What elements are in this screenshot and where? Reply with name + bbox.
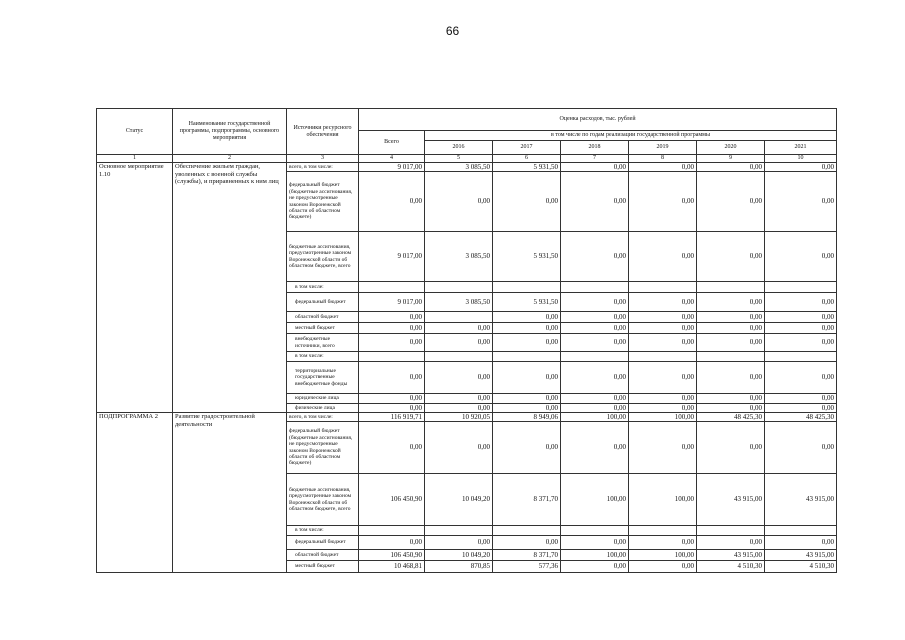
value-year: 0,00	[629, 323, 697, 334]
value-year: 0,00	[629, 362, 697, 394]
funding-source: бюджетные ассигнования, предусмотренные законом Воронежской области об областном бюджете, всего	[287, 232, 359, 282]
page-number: 66	[445, 24, 460, 38]
value-year: 0,00	[697, 172, 765, 232]
value-year: 0,00	[697, 232, 765, 282]
value-year: 3 085,50	[425, 232, 493, 282]
value-year	[629, 352, 697, 362]
header-name: Наименование государственной программы, подпрограммы, основного мероприятия	[173, 109, 287, 155]
value-year: 0,00	[697, 293, 765, 312]
value-year: 0,00	[561, 394, 629, 404]
value-year: 0,00	[493, 404, 561, 413]
value-total	[359, 352, 425, 362]
funding-source: местный бюджет	[287, 323, 359, 334]
header-year: 2018	[561, 141, 629, 155]
value-year: 100,00	[629, 413, 697, 422]
value-year: 48 425,30	[765, 413, 837, 422]
value-total: 0,00	[359, 312, 425, 323]
value-year	[629, 526, 697, 536]
value-year: 0,00	[629, 163, 697, 172]
value-year	[765, 282, 837, 293]
value-year: 0,00	[697, 394, 765, 404]
value-year: 0,00	[425, 172, 493, 232]
value-year: 0,00	[561, 561, 629, 573]
header-total: Всего	[359, 131, 425, 155]
value-year: 8 371,70	[493, 550, 561, 561]
funding-source: федеральный бюджет (бюджетные ассигнования, не предусмотренные законом Воронежской области об областном бюджете)	[287, 422, 359, 474]
value-year	[425, 352, 493, 362]
funding-source: внебюджетные источники, всего	[287, 334, 359, 352]
value-year: 100,00	[629, 550, 697, 561]
column-index: 9	[697, 155, 765, 163]
value-year: 0,00	[425, 323, 493, 334]
value-year	[697, 352, 765, 362]
value-year: 0,00	[561, 163, 629, 172]
value-year	[425, 282, 493, 293]
header-year: 2021	[765, 141, 837, 155]
value-year: 0,00	[629, 293, 697, 312]
value-year	[561, 352, 629, 362]
value-year: 0,00	[561, 293, 629, 312]
funding-source: территориальные государственные внебюджетные фонды	[287, 362, 359, 394]
value-year: 4 510,30	[765, 561, 837, 573]
value-year: 0,00	[493, 334, 561, 352]
value-total: 116 919,71	[359, 413, 425, 422]
column-index: 6	[493, 155, 561, 163]
value-year: 0,00	[629, 422, 697, 474]
value-year: 0,00	[493, 172, 561, 232]
value-total: 106 450,90	[359, 474, 425, 526]
value-year: 43 915,00	[765, 474, 837, 526]
value-year: 0,00	[425, 536, 493, 550]
value-total: 9 017,00	[359, 163, 425, 172]
funding-source: в том числе:	[287, 526, 359, 536]
value-year	[765, 352, 837, 362]
value-year: 5 931,50	[493, 163, 561, 172]
value-year	[561, 282, 629, 293]
value-year: 0,00	[425, 362, 493, 394]
header-status: Статус	[97, 109, 173, 155]
value-year: 0,00	[765, 404, 837, 413]
value-year: 0,00	[697, 404, 765, 413]
value-total: 10 468,81	[359, 561, 425, 573]
value-year: 0,00	[629, 334, 697, 352]
value-year	[697, 282, 765, 293]
value-year: 3 085,50	[425, 163, 493, 172]
value-year: 0,00	[697, 312, 765, 323]
value-year: 0,00	[493, 394, 561, 404]
table-row	[97, 163, 837, 172]
value-total: 0,00	[359, 334, 425, 352]
value-total: 9 017,00	[359, 293, 425, 312]
value-year: 10 049,20	[425, 550, 493, 561]
header-by-years: в том числе по годам реализации государственной программы	[425, 131, 837, 141]
value-year: 0,00	[493, 362, 561, 394]
value-year: 100,00	[561, 413, 629, 422]
row-name: Обеспечение жильем граждан, уволенных с военной службы (службы), и приравненных к ним лиц	[173, 163, 287, 413]
value-year: 0,00	[561, 362, 629, 394]
value-total: 0,00	[359, 394, 425, 404]
value-year: 43 915,00	[697, 474, 765, 526]
value-year: 0,00	[765, 163, 837, 172]
value-year: 0,00	[425, 334, 493, 352]
funding-source: бюджетные ассигнования, предусмотренные законом Воронежской области об областном бюджете, всего	[287, 474, 359, 526]
row-status: Основное мероприятие 1.10	[97, 163, 173, 413]
value-year: 0,00	[629, 394, 697, 404]
value-year: 0,00	[561, 536, 629, 550]
value-year: 0,00	[697, 334, 765, 352]
value-year: 0,00	[765, 362, 837, 394]
value-total: 0,00	[359, 362, 425, 394]
value-year: 0,00	[493, 323, 561, 334]
funding-source: юридические лица	[287, 394, 359, 404]
column-index: 3	[287, 155, 359, 163]
value-year: 0,00	[765, 172, 837, 232]
value-year: 0,00	[629, 172, 697, 232]
value-total: 0,00	[359, 536, 425, 550]
value-year: 0,00	[561, 404, 629, 413]
value-year: 0,00	[765, 394, 837, 404]
value-year: 5 931,50	[493, 232, 561, 282]
value-year: 577,36	[493, 561, 561, 573]
value-year: 0,00	[425, 394, 493, 404]
value-year: 43 915,00	[765, 550, 837, 561]
value-year: 0,00	[561, 323, 629, 334]
funding-source: в том числе:	[287, 352, 359, 362]
value-year	[561, 526, 629, 536]
value-year: 0,00	[561, 334, 629, 352]
column-index: 1	[97, 155, 173, 163]
column-index: 4	[359, 155, 425, 163]
column-index: 7	[561, 155, 629, 163]
value-year	[425, 526, 493, 536]
value-year: 10 049,20	[425, 474, 493, 526]
value-year: 870,85	[425, 561, 493, 573]
funding-source: всего, в том числе:	[287, 163, 359, 172]
header-year: 2016	[425, 141, 493, 155]
value-total: 0,00	[359, 422, 425, 474]
value-year: 0,00	[765, 334, 837, 352]
column-index: 2	[173, 155, 287, 163]
value-year: 0,00	[765, 536, 837, 550]
funding-source: в том числе:	[287, 282, 359, 293]
value-year: 0,00	[765, 312, 837, 323]
value-year: 0,00	[697, 323, 765, 334]
value-year: 0,00	[561, 312, 629, 323]
value-year: 3 085,50	[425, 293, 493, 312]
value-year: 8 949,06	[493, 413, 561, 422]
header-year: 2019	[629, 141, 697, 155]
value-total	[359, 526, 425, 536]
value-year: 0,00	[561, 232, 629, 282]
header-source: Источники ресурсного обеспечения	[287, 109, 359, 155]
value-year	[629, 282, 697, 293]
value-total: 0,00	[359, 404, 425, 413]
value-year: 100,00	[561, 550, 629, 561]
value-year: 0,00	[765, 232, 837, 282]
value-year	[493, 352, 561, 362]
value-year: 0,00	[765, 422, 837, 474]
value-year: 0,00	[765, 323, 837, 334]
value-year: 10 920,05	[425, 413, 493, 422]
header-estimate: Оценка расходов, тыс. рублей	[359, 109, 837, 131]
value-year: 0,00	[697, 362, 765, 394]
value-year: 0,00	[697, 536, 765, 550]
column-index-row	[97, 155, 837, 163]
value-year	[765, 526, 837, 536]
header-year: 2017	[493, 141, 561, 155]
value-year: 100,00	[561, 474, 629, 526]
value-total: 106 450,90	[359, 550, 425, 561]
row-name: Развитие градостроительной деятельности	[173, 413, 287, 573]
value-year: 43 915,00	[697, 550, 765, 561]
value-total: 9 017,00	[359, 232, 425, 282]
value-year	[493, 282, 561, 293]
value-year: 0,00	[561, 172, 629, 232]
table-row	[97, 413, 837, 422]
value-year: 0,00	[697, 422, 765, 474]
column-index: 5	[425, 155, 493, 163]
funding-source: областной бюджет	[287, 312, 359, 323]
value-year	[425, 312, 493, 323]
column-index: 10	[765, 155, 837, 163]
funding-source: федеральный бюджет (бюджетные ассигнования, не предусмотренные законом Воронежской области об областном бюджете)	[287, 172, 359, 232]
value-year: 0,00	[493, 536, 561, 550]
funding-source: федеральный бюджет	[287, 536, 359, 550]
value-total: 0,00	[359, 323, 425, 334]
value-year: 0,00	[765, 293, 837, 312]
funding-source: физические лица	[287, 404, 359, 413]
value-year: 0,00	[425, 404, 493, 413]
value-year: 4 510,30	[697, 561, 765, 573]
budget-table	[96, 108, 837, 573]
funding-source: местный бюджет	[287, 561, 359, 573]
header-year: 2020	[697, 141, 765, 155]
funding-source: областной бюджет	[287, 550, 359, 561]
funding-source: федеральный бюджет	[287, 293, 359, 312]
value-year	[697, 526, 765, 536]
value-year: 0,00	[425, 422, 493, 474]
value-total	[359, 282, 425, 293]
value-year: 48 425,30	[697, 413, 765, 422]
funding-source: всего, в том числе:	[287, 413, 359, 422]
value-year: 0,00	[629, 404, 697, 413]
value-year: 0,00	[697, 163, 765, 172]
column-index: 8	[629, 155, 697, 163]
value-year: 100,00	[629, 474, 697, 526]
value-total: 0,00	[359, 172, 425, 232]
value-year: 0,00	[493, 422, 561, 474]
value-year: 0,00	[629, 232, 697, 282]
value-year: 0,00	[629, 312, 697, 323]
value-year: 8 371,70	[493, 474, 561, 526]
value-year	[493, 526, 561, 536]
value-year: 5 931,50	[493, 293, 561, 312]
value-year: 0,00	[561, 422, 629, 474]
row-status: ПОДПРОГРАММА 2	[97, 413, 173, 573]
value-year: 0,00	[629, 536, 697, 550]
value-year: 0,00	[629, 561, 697, 573]
value-year: 0,00	[493, 312, 561, 323]
